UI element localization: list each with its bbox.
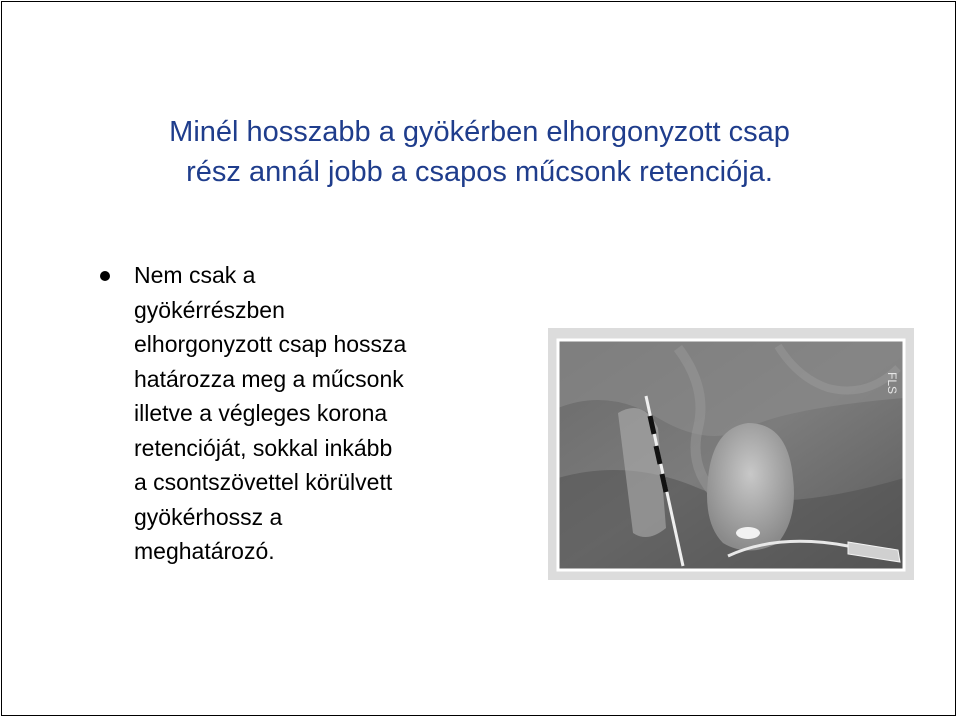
title-line-1: Minél hosszabb a gyökérben elhorgonyzott csap <box>169 116 790 148</box>
dental-xray-image <box>548 328 914 580</box>
bullet-line: elhorgonyzott csap hossza <box>134 331 407 357</box>
title-line-2: rész annál jobb a csapos műcsonk retenciója. <box>186 156 773 188</box>
bullet-line: meghatározó. <box>134 538 275 564</box>
xray-marking: FLS <box>885 372 899 395</box>
bullet-line: gyökérrészben <box>134 296 285 323</box>
bullet-line: retencióját, sokkal inkább <box>134 434 393 461</box>
xray-illustration <box>548 328 914 580</box>
bullet-line: határozza meg a műcsonk <box>134 365 404 392</box>
bullet-line: a csontszövettel körülvett <box>134 469 393 495</box>
bullet-text <box>134 258 554 569</box>
bullet-dot-icon <box>100 271 110 281</box>
slide-title <box>2 112 957 192</box>
bullet-line: illetve a végleges korona <box>134 400 388 426</box>
slide <box>1 1 956 716</box>
bullet-line: gyökérhossz a <box>134 503 283 530</box>
bullet-line: Nem csak a <box>134 262 256 288</box>
